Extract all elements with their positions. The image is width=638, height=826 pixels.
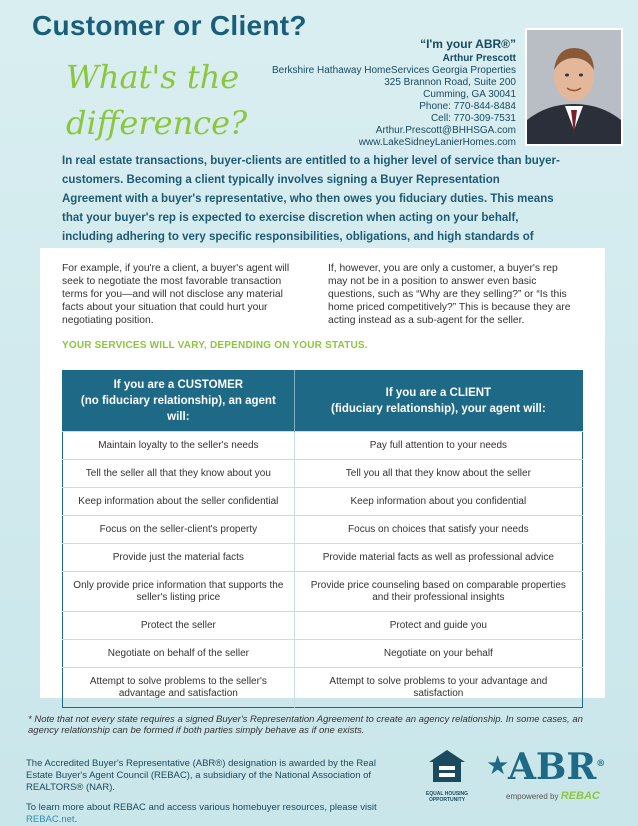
learn-more-text: [26, 802, 398, 826]
client-cell: Focus on choices that satisfy your needs: [294, 516, 582, 544]
page-subtitle: What's the difference?: [66, 58, 248, 142]
customer-cell: Negotiate on behalf of the seller: [63, 640, 295, 668]
content-panel: [40, 248, 605, 698]
customer-cell: Provide just the material facts: [63, 544, 295, 572]
customer-cell: Focus on the seller-client's property: [63, 516, 295, 544]
learn-more-period: .: [74, 814, 78, 825]
rebac-link[interactable]: REBAC.net: [26, 814, 75, 825]
abr-logo-text: ABR: [508, 746, 597, 788]
client-cell: Attempt to solve problems to your advantage and satisfaction: [294, 668, 582, 708]
empowered-by: [506, 790, 600, 802]
table-header-row: [63, 371, 583, 432]
customer-cell: Attempt to solve problems to the seller's advantage and satisfaction: [63, 668, 295, 708]
customer-cell: Protect the seller: [63, 612, 295, 640]
customer-cell: Tell the seller all that they know about you: [63, 460, 295, 488]
header-client-line1: If you are a CLIENT: [385, 387, 492, 399]
agent-contact-block: [216, 38, 516, 149]
client-cell: Pay full attention to your needs: [294, 432, 582, 460]
header-client-line2: (fiduciary relationship), your agent will:: [331, 403, 546, 415]
agent-address-line1: 325 Brannon Road, Suite 200: [384, 77, 516, 88]
agent-cell: Cell: 770-309-7531: [430, 113, 516, 124]
agent-address-line2: Cumming, GA 30041: [423, 89, 516, 100]
customer-cell: Keep information about the seller confidential: [63, 488, 295, 516]
page-title: Customer or Client?: [32, 10, 307, 41]
table-row: [63, 640, 583, 668]
header-client: [294, 371, 582, 432]
example-customer-paragraph: If, however, you are only a customer, a buyer's rep may not be in a position to answer even basic questions, such as “Why are they selling?” or “Is this home priced competitively?” This is because they are acting instead as a sub-agent for the seller.: [328, 263, 571, 326]
agent-company: Berkshire Hathaway HomeServices Georgia Properties: [272, 65, 516, 76]
agent-name: Arthur Prescott: [442, 53, 516, 64]
agent-website[interactable]: www.LakeSidneyLanierHomes.com: [358, 137, 516, 148]
equal-housing-icon: [427, 748, 467, 784]
agent-photo: [525, 28, 623, 146]
table-row: [63, 612, 583, 640]
table-row: [63, 544, 583, 572]
agent-quote: “I'm your ABR®”: [420, 37, 516, 51]
intro-paragraph: In real estate transactions, buyer-clients are entitled to a higher level of service than buyer-customers. Becoming a client typically involves signing a Buyer Representation Agreement with a buyer's representative, who then owes you fiduciary duties. This means that your buyer's rep is expected to exercise discretion when acting on your behalf, including adhering to very specific responsibilities, obligations, and high standards of: [62, 155, 560, 243]
table-row: [63, 516, 583, 544]
table-row: [63, 488, 583, 516]
abr-logo: ABR®: [508, 746, 606, 788]
status-heading: YOUR SERVICES WILL VARY, DEPENDING ON YOUR STATUS.: [62, 340, 368, 351]
agreement-note: * Note that not every state requires a signed Buyer's Representation Agreement to create an agency relationship. In some cases, an agency relationship can be formed if both parties simply behave as if one exists.: [28, 714, 583, 736]
agent-phone: Phone: 770-844-8484: [419, 101, 516, 112]
rebac-logo: REBAC: [560, 790, 600, 802]
table-row: [63, 668, 583, 708]
client-cell: Protect and guide you: [294, 612, 582, 640]
equal-housing-label: EQUAL HOUSING OPPORTUNITY: [425, 791, 469, 803]
abr-logo-block: [486, 742, 606, 804]
customer-cell: Maintain loyalty to the seller's needs: [63, 432, 295, 460]
client-cell: Negotiate on your behalf: [294, 640, 582, 668]
abr-designation-text: The Accredited Buyer's Representative (ABR®) designation is awarded by the Real Estate Buyer's Agent Council (REBAC), a subsidiary of the National Association of REALTORS® (NAR).: [26, 758, 376, 793]
example-client-paragraph: For example, if you're a client, a buyer's agent will seek to negotiate the most favorable transaction terms for you—and will not disclose any material facts about your situation that could hurt your negotiating position.: [62, 263, 290, 326]
client-cell: Keep information about you confidential: [294, 488, 582, 516]
customer-cell: Only provide price information that supports the seller's listing price: [63, 572, 295, 612]
table-row: [63, 460, 583, 488]
agent-email[interactable]: Arthur.Prescott@BHHSGA.com: [375, 125, 516, 136]
client-cell: Provide price counseling based on comparable properties and their professional insights: [294, 572, 582, 612]
comparison-table: [62, 370, 583, 708]
header-customer-line2: (no fiduciary relationship), an agent will:: [80, 395, 276, 423]
client-cell: Provide material facts as well as professional advice: [294, 544, 582, 572]
table-row: [63, 432, 583, 460]
header-customer-line1: If you are a CUSTOMER: [113, 379, 244, 391]
footer-text: [26, 758, 398, 826]
client-cell: Tell you all that they know about the seller: [294, 460, 582, 488]
table-row: [63, 572, 583, 612]
header-customer: [63, 371, 295, 432]
abr-star-icon: ★: [486, 750, 510, 780]
empowered-label: empowered by: [506, 792, 559, 801]
equal-housing-logo: [414, 748, 480, 803]
learn-more-label: To learn more about REBAC and access various homebuyer resources, please visit: [26, 802, 377, 813]
